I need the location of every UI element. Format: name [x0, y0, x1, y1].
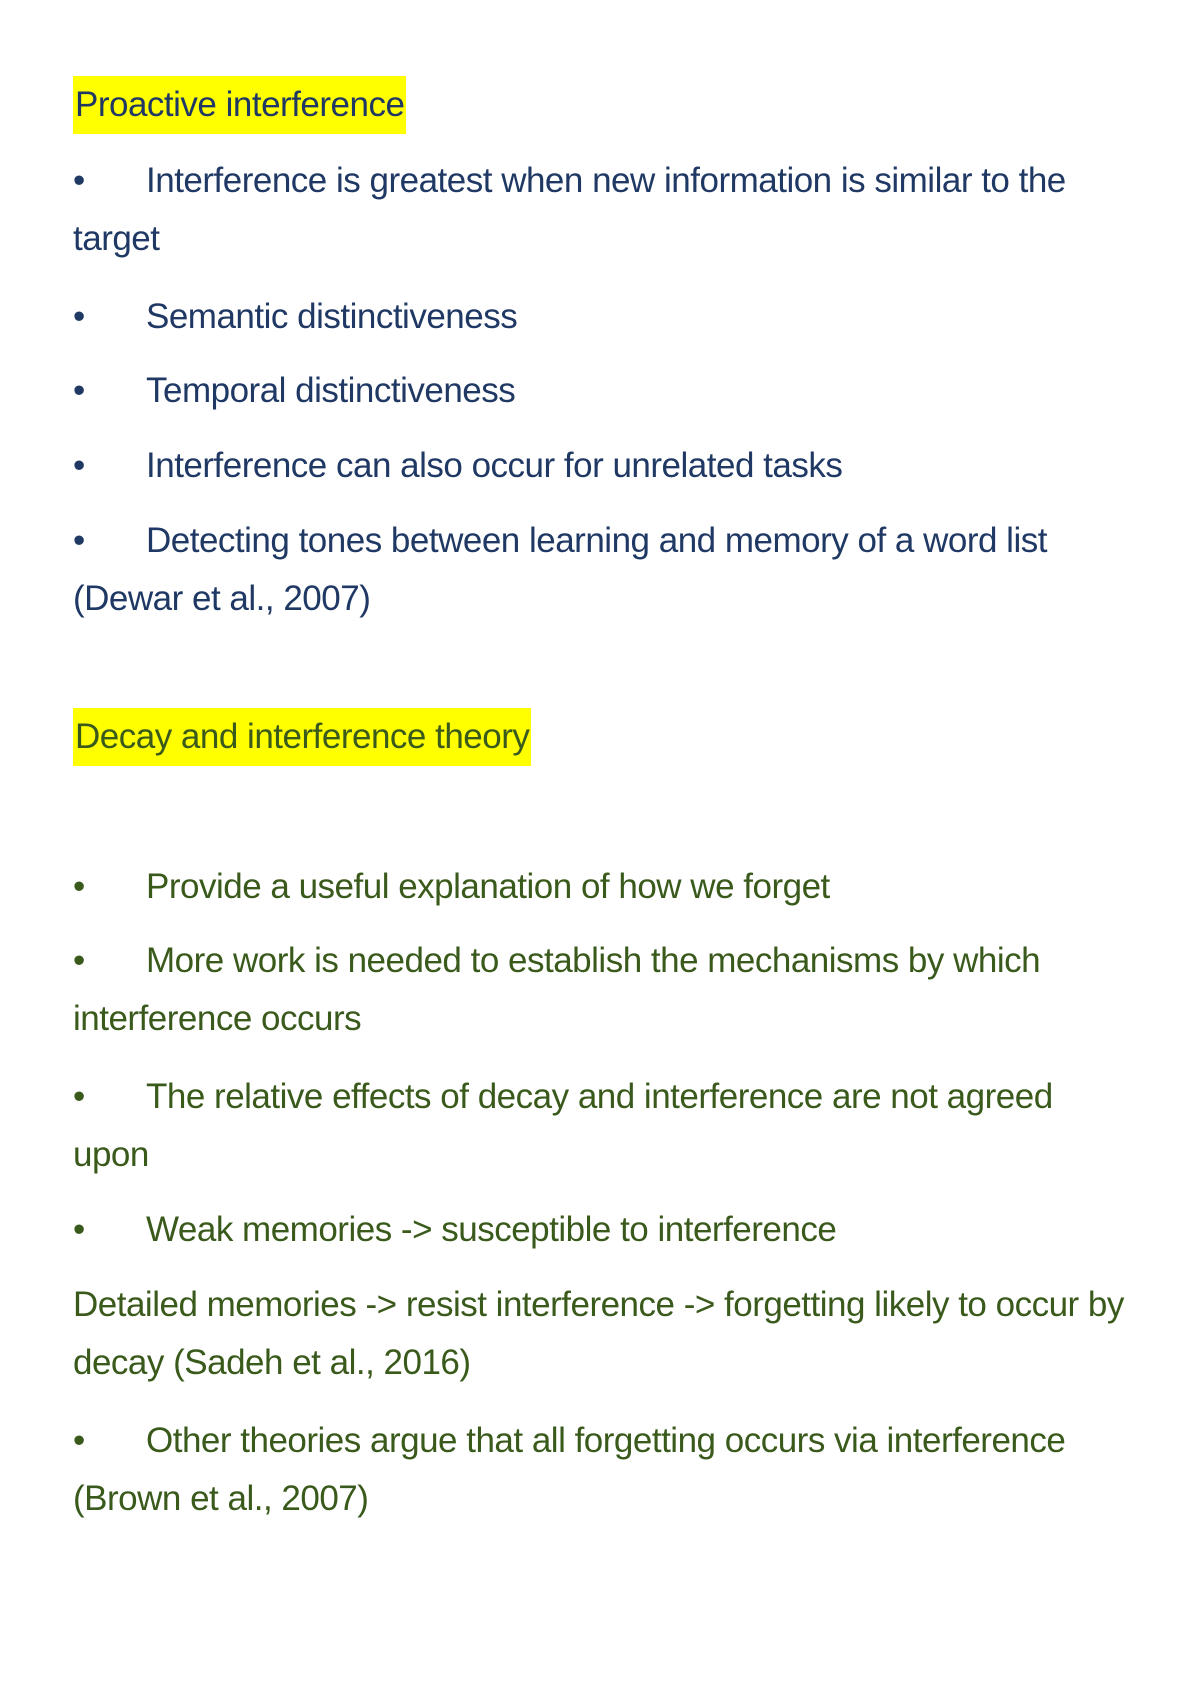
paragraph-item: [73, 1276, 1133, 1392]
bullet-icon: •: [73, 521, 85, 560]
bullet-item: [73, 152, 1133, 268]
paragraph-text: Detailed memories -> resist interference -> forgetting likely to occur by decay (Sadeh et al., 2016): [73, 1285, 1124, 1382]
bullet-text: Interference is greatest when new information is similar to the target: [73, 161, 1066, 258]
bullet-icon: •: [73, 371, 85, 410]
bullet-item: [73, 512, 1133, 628]
bullet-item: [73, 362, 1133, 420]
bullet-text: Detecting tones between learning and memory of a word list (Dewar et al., 2007): [73, 521, 1047, 618]
bullet-text: The relative effects of decay and interference are not agreed upon: [73, 1077, 1053, 1174]
bullet-text: Interference can also occur for unrelated tasks: [146, 446, 843, 485]
bullet-item: [73, 1068, 1133, 1184]
bullet-text: More work is needed to establish the mechanisms by which interference occurs: [73, 941, 1041, 1038]
bullet-icon: •: [73, 1210, 85, 1249]
bullet-icon: •: [73, 297, 85, 336]
bullet-item: [73, 1201, 1133, 1259]
bullet-icon: •: [73, 1077, 85, 1116]
bullet-text: Weak memories -> susceptible to interference: [146, 1210, 837, 1249]
bullet-icon: •: [73, 446, 85, 485]
bullet-text: Other theories argue that all forgetting occurs via interference (Brown et al., 2007): [73, 1421, 1066, 1518]
bullet-item: [73, 932, 1133, 1048]
bullet-text: Semantic distinctiveness: [146, 297, 518, 336]
bullet-item: [73, 288, 1133, 346]
bullet-icon: •: [73, 1421, 85, 1460]
bullet-icon: •: [73, 867, 85, 906]
bullet-text: Temporal distinctiveness: [146, 371, 516, 410]
bullet-item: [73, 858, 1133, 916]
section-heading-decay-and-interference-theory: Decay and interference theory: [73, 708, 531, 766]
bullet-item: [73, 1412, 1133, 1528]
bullet-item: [73, 437, 1133, 495]
bullet-icon: •: [73, 941, 85, 980]
bullet-text: Provide a useful explanation of how we forget: [146, 867, 830, 906]
section-heading-proactive-interference: Proactive interference: [73, 76, 406, 134]
bullet-icon: •: [73, 161, 85, 200]
